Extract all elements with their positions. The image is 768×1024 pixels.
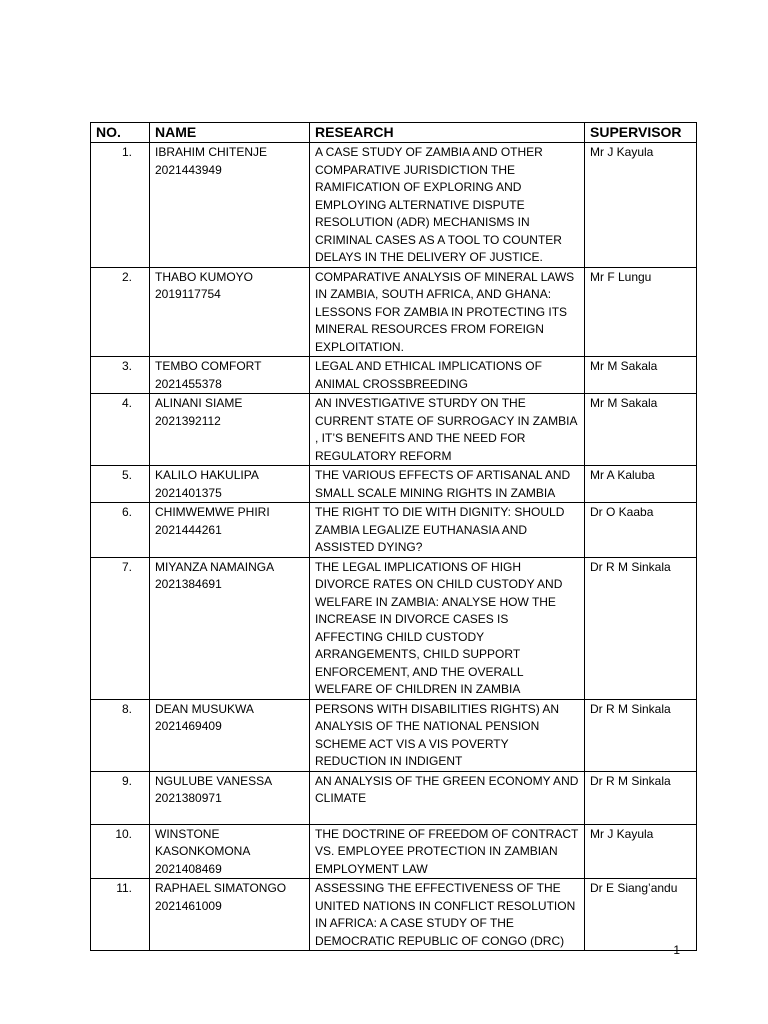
- header-no: NO.: [91, 123, 150, 143]
- header-research: RESEARCH: [310, 123, 585, 143]
- cell-name: [150, 394, 310, 466]
- cell-name: [150, 699, 310, 771]
- cell-no: 10.: [91, 824, 150, 879]
- student-name: NGULUBE VANESSA: [155, 773, 273, 788]
- cell-name: [150, 824, 310, 879]
- cell-research: THE LEGAL IMPLICATIONS OF HIGH DIVORCE RATES ON CHILD CUSTODY AND WELFARE IN ZAMBIA: ANALYSE HOW THE INCREASE IN DIVORCE CASES IS AFFECTING CHILD CUSTODY ARRANGEMENTS, CHILD SUPPORT ENFORCEMENT, AND THE OVERALL WELFARE OF CHILDREN IN ZAMBIA: [310, 557, 585, 699]
- cell-no: 11.: [91, 879, 150, 951]
- table-row: [91, 824, 697, 879]
- cell-name: [150, 879, 310, 951]
- table-header-row: [91, 123, 697, 143]
- student-id: 2019117754: [155, 287, 221, 301]
- student-id: 2021443949: [155, 162, 222, 177]
- student-name: DEAN MUSUKWA: [155, 701, 254, 716]
- student-id: 2021380971: [155, 791, 222, 805]
- student-name: RAPHAEL SIMATONGO: [155, 881, 287, 895]
- student-id: 2021455378: [155, 376, 222, 391]
- cell-research: LEGAL AND ETHICAL IMPLICATIONS OF ANIMAL CROSSBREEDING: [310, 357, 585, 394]
- table-row: [91, 879, 697, 951]
- cell-no: 8.: [91, 699, 150, 771]
- cell-research: A CASE STUDY OF ZAMBIA AND OTHER COMPARATIVE JURISDICTION THE RAMIFICATION OF EXPLORING AND EMPLOYING ALTERNATIVE DISPUTE RESOLUTION (ADR) MECHANISMS IN CRIMINAL CASES AS A TOOL TO COUNTER DELAYS IN THE DELIVERY OF JUSTICE.: [310, 143, 585, 268]
- student-id: 2021408469: [155, 861, 222, 876]
- header-name: NAME: [150, 123, 310, 143]
- cell-no: 6.: [91, 503, 150, 558]
- cell-name: [150, 357, 310, 394]
- cell-supervisor: Mr M Sakala: [585, 394, 697, 466]
- cell-supervisor: Mr J Kayula: [585, 143, 697, 268]
- student-id: 2021461009: [155, 898, 222, 913]
- cell-research: PERSONS WITH DISABILITIES RIGHTS) AN ANALYSIS OF THE NATIONAL PENSION SCHEME ACT VIS A VIS POVERTY REDUCTION IN INDIGENT: [310, 699, 585, 771]
- table-row: [91, 771, 697, 824]
- table-row: [91, 503, 697, 558]
- cell-supervisor: Dr R M Sinkala: [585, 557, 697, 699]
- cell-research: COMPARATIVE ANALYSIS OF MINERAL LAWS IN ZAMBIA, SOUTH AFRICA, AND GHANA: LESSONS FOR ZAMBIA IN PROTECTING ITS MINERAL RESOURCES FROM FOREIGN EXPLOITATION.: [310, 267, 585, 357]
- cell-research: AN INVESTIGATIVE STURDY ON THE CURRENT STATE OF SURROGACY IN ZAMBIA , IT’S BENEFITS AND THE NEED FOR REGULATORY REFORM: [310, 394, 585, 466]
- student-name: ALINANI SIAME: [155, 396, 243, 410]
- cell-no: 2.: [91, 267, 150, 357]
- cell-name: [150, 143, 310, 268]
- table-row: [91, 466, 697, 503]
- cell-supervisor: Mr J Kayula: [585, 824, 697, 879]
- cell-no: 4.: [91, 394, 150, 466]
- cell-name: [150, 503, 310, 558]
- student-name: TEMBO COMFORT: [155, 359, 262, 373]
- cell-no: 7.: [91, 557, 150, 699]
- cell-name: [150, 466, 310, 503]
- student-name: IBRAHIM CHITENJE: [155, 145, 268, 159]
- cell-supervisor: Mr A Kaluba: [585, 466, 697, 503]
- student-name: CHIMWEMWE PHIRI: [155, 505, 270, 519]
- cell-name: [150, 771, 310, 824]
- cell-no: 3.: [91, 357, 150, 394]
- cell-research: THE DOCTRINE OF FREEDOM OF CONTRACT VS. EMPLOYEE PROTECTION IN ZAMBIAN EMPLOYMENT LAW: [310, 824, 585, 879]
- cell-research: THE RIGHT TO DIE WITH DIGNITY: SHOULD ZAMBIA LEGALIZE EUTHANASIA AND ASSISTED DYING?: [310, 503, 585, 558]
- student-id: 2021392112: [155, 413, 221, 428]
- table-row: [91, 394, 697, 466]
- table-row: [91, 699, 697, 771]
- student-name: KALILO HAKULIPA: [155, 468, 259, 482]
- cell-supervisor: Dr R M Sinkala: [585, 699, 697, 771]
- cell-no: 9.: [91, 771, 150, 824]
- cell-research: THE VARIOUS EFFECTS OF ARTISANAL AND SMALL SCALE MINING RIGHTS IN ZAMBIA: [310, 466, 585, 503]
- cell-research: ASSESSING THE EFFECTIVENESS OF THE UNITED NATIONS IN CONFLICT RESOLUTION IN AFRICA: A CASE STUDY OF THE DEMOCRATIC REPUBLIC OF CONGO (DRC): [310, 879, 585, 951]
- research-table: [90, 122, 697, 951]
- student-name: WINSTONE KASONKOMONA: [155, 826, 251, 858]
- cell-supervisor: Dr E Siang’andu: [585, 879, 697, 951]
- header-supervisor: SUPERVISOR: [585, 123, 697, 143]
- cell-name: [150, 267, 310, 357]
- table-body: [91, 143, 697, 951]
- table-row: [91, 267, 697, 357]
- table-row: [91, 557, 697, 699]
- page-number: 1: [673, 943, 680, 957]
- cell-supervisor: Dr R M Sinkala: [585, 771, 697, 824]
- student-name: MIYANZA NAMAINGA: [155, 559, 275, 574]
- cell-supervisor: Dr O Kaaba: [585, 503, 697, 558]
- cell-supervisor: Mr M Sakala: [585, 357, 697, 394]
- cell-research: AN ANALYSIS OF THE GREEN ECONOMY AND CLIMATE: [310, 771, 585, 824]
- student-name: THABO KUMOYO: [155, 269, 254, 284]
- student-id: 2021384691: [155, 577, 222, 591]
- cell-name: [150, 557, 310, 699]
- table-row: [91, 357, 697, 394]
- student-id: 2021444261: [155, 522, 222, 537]
- cell-supervisor: Mr F Lungu: [585, 267, 697, 357]
- student-id: 2021401375: [155, 485, 222, 500]
- table-row: [91, 143, 697, 268]
- student-id: 2021469409: [155, 719, 222, 733]
- cell-no: 5.: [91, 466, 150, 503]
- cell-no: 1.: [91, 143, 150, 268]
